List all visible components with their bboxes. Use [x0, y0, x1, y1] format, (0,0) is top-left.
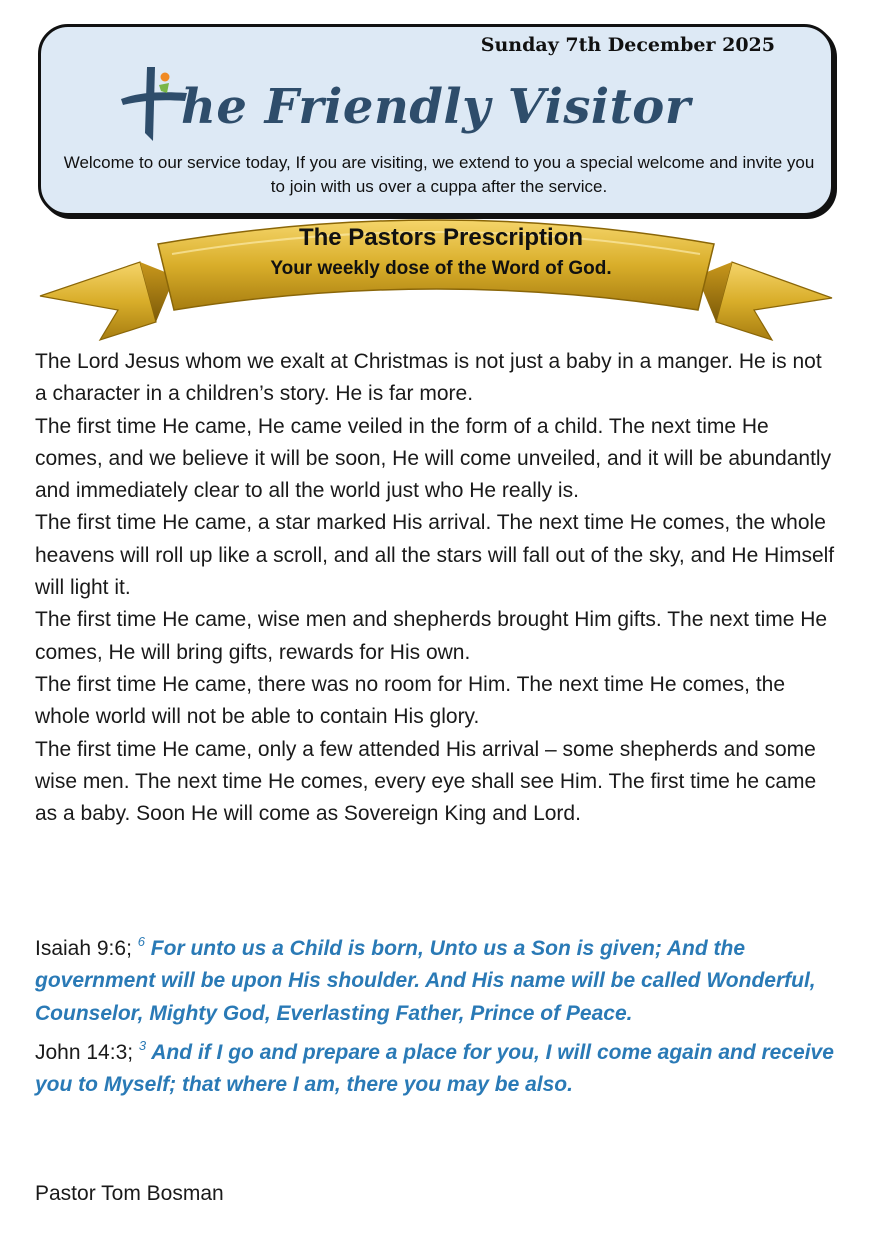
- newsletter-title: he Friendly Visitor: [181, 79, 691, 135]
- sermon-paragraph: The first time He came, only a few attended His arrival – some shepherds and some wise men. The next time He comes, every eye shall see Him. The first time he came as a baby. Soon He will come as Sovereign King and Lord.: [35, 737, 817, 826]
- cross-with-person-icon: [117, 63, 189, 143]
- banner-subtitle: Your weekly dose of the Word of God.: [270, 258, 612, 279]
- service-date: Sunday 7th December 2025: [480, 34, 775, 56]
- welcome-message: Welcome to our service today, If you are visiting, we extend to you a special welcome and invite you to join with us over a cuppa after the service.: [63, 153, 815, 196]
- verse-text: And if I go and prepare a place for you, I will come again and receive you to Myself; that where I am, there you may be also.: [35, 1040, 834, 1097]
- header-box: [38, 24, 834, 216]
- verse-number: 6: [137, 934, 145, 949]
- banner-title: The Pastors Prescription: [298, 224, 584, 251]
- sermon-paragraph: The Lord Jesus whom we exalt at Christmas is not just a baby in a manger. He is not a character in a children’s story. He is far more.: [35, 350, 822, 406]
- sermon-paragraph: The first time He came, wise men and shepherds brought Him gifts. The next time He comes, He will bring gifts, rewards for His own.: [35, 608, 828, 664]
- verse-text: For unto us a Child is born, Unto us a Son is given; And the government will be upon His shoulder. And His name will be called Wonderful, Counselor, Mighty God, Everlasting Father, Prince of Peace.: [35, 937, 816, 1025]
- sermon-paragraph: The first time He came, there was no room for Him. The next time He comes, the whole world will not be able to contain His glory.: [35, 672, 786, 729]
- scripture-john: [35, 1030, 845, 1102]
- scripture-ref: John 14:3;: [35, 1040, 139, 1064]
- sermon-paragraph: The first time He came, He came veiled in the form of a child. The next time He comes, and we believe it will be soon, He will come unveiled, and it will be abundantly and immediately clear to all the world just who He really is.: [35, 414, 832, 503]
- sermon-body: [35, 346, 835, 830]
- scripture-isaiah: [35, 926, 845, 1030]
- pastor-signature: Pastor Tom Bosman: [35, 1182, 224, 1205]
- scripture-references: [35, 926, 845, 1101]
- scripture-ref: Isaiah 9:6;: [35, 937, 138, 960]
- sermon-paragraph: The first time He came, a star marked His arrival. The next time He comes, the whole heavens will roll up like a scroll, and all the stars will fall out of the sky, and He Himself will light it.: [35, 511, 835, 600]
- verse-number: 3: [138, 1037, 147, 1053]
